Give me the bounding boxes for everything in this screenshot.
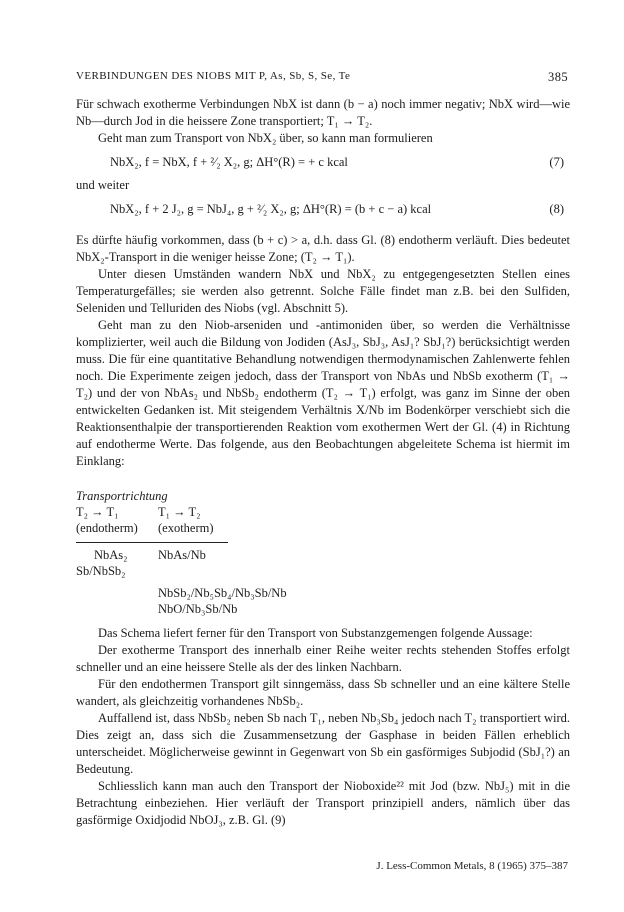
schema-row1-col1: NbAs₂ xyxy=(94,548,128,562)
paragraph-11: Schliesslich kann man auch den Transport der Nioboxide²² mit Jod (bzw. NbJ₅) mit in die Betrachtung einbeziehen. Hier verläuft der Transport prinzipiell anders, nämlich über das gasförmige Oxidjodid NbOJ₃, z.B. Gl. (9) xyxy=(76,779,570,827)
paragraph-10: Auffallend ist, dass NbSb₂ neben Sb nach T₁, neben Nb₃Sb₄ jedoch nach T₂ transportiert wird. Dies zeigt an, dass sich die Zusammensetzung der Gasphase in beiden Fällen erheblich unterscheidet. Möglicherweise gewinnt in Gegenwart von Sb ein gasförmiges Subjodid (SbJ₁?) an Bedeutung. xyxy=(76,711,570,776)
paragraph-4: Es dürfte häufig vorkommen, dass (b + c) > a, d.h. dass Gl. (8) endotherm verläuft. Dies bedeutet NbX₂-Transport in die weniger heisse Zone; (T₂ → T₁). xyxy=(76,233,570,264)
page-number: 385 xyxy=(548,70,568,84)
equation-8-number: (8) xyxy=(549,202,564,216)
running-header xyxy=(76,70,568,82)
equation-7 xyxy=(76,147,570,177)
schema-direction-row xyxy=(76,504,570,520)
schema-col2-label: (exotherm) xyxy=(158,521,214,535)
paragraph-2: Geht man zum Transport von NbX₂ über, so kann man formulieren xyxy=(98,131,433,145)
paragraph-9: Für den endothermen Transport gilt sinngemäss, dass Sb schneller und an eine kältere Stelle wandert, als gleichzeitig vorhandenes NbSb₂. xyxy=(76,677,570,708)
paragraph-1: Für schwach exotherme Verbindungen NbX ist dann (b − a) noch immer negativ; NbX wird—wie Nb—durch Jod in die heissere Zone transportiert; T₁ → T₂. xyxy=(76,97,570,128)
body-text xyxy=(76,96,570,829)
schema-rule xyxy=(76,542,228,543)
schema-row-3: NbSb₂/Nb₅Sb₄/Nb₃Sb/Nb xyxy=(158,586,287,600)
paragraph-7: Das Schema liefert ferner für den Transport von Substanzgemengen folgende Aussage: xyxy=(98,626,533,640)
equation-7-number: (7) xyxy=(549,155,564,169)
equation-8 xyxy=(76,194,570,224)
paragraph-8: Der exotherme Transport des innerhalb einer Reihe weiter rechts stehenden Stoffes erfolgt schneller und an eine heissere Stelle als der des linken Nachbarn. xyxy=(76,643,570,674)
equation-8-text: NbX₂, f + 2 J₂, g = NbJ₄, g + ²⁄₂ X₂, g; ΔH°(R) = (b + c − a) kcal xyxy=(110,202,432,216)
schema-row-1 xyxy=(76,547,570,563)
journal-name: J. Less-Common Metals, xyxy=(376,860,487,872)
paragraph-6: Geht man zu den Niob-arseniden und -antimoniden über, so werden die Verhältnisse komplizierter, weil auch die Bildung von Jodiden (AsJ₃, SbJ₃, AsJ₁? SbJ₁?) berücksichtigt werden muss. Die für eine quantitative Behandlung notwendigen thermodynamischen Zahlenwerte fehlen noch. Die Experimente zeigen jedoch, dass der Transport von NbAs und NbSb exotherm (T₁ → T₂) und der von NbAs₂ und NbSb₂ endotherm (T₂ → T₁) erfolgt, was ganz im Sinne der oben entwickelten Gedanken ist. Mit steigendem Verhältnis X/Nb im Bodenkörper verschiebt sich die Reaktionsenthalpie der transportierenden Reaktion vom exothermen Wert der Gl. (4) in Richtung auf endotherme Werte. Das folgende, aus den Beobachtungen abgeleitete Schema ist hiermit im Einklang: xyxy=(76,318,570,468)
schema-row1-col2: NbAs/Nb xyxy=(158,548,206,562)
schema-label-row xyxy=(76,520,570,536)
schema-row2-col1: Sb/NbSb₂ xyxy=(76,564,126,578)
running-title: VERBINDUNGEN DES NIOBS MIT P, As, Sb, S, Se, Te xyxy=(76,70,351,82)
schema-col2-direction: T₁ → T₂ xyxy=(158,505,201,519)
schema-col1-direction: T₂ → T₁ xyxy=(76,505,119,519)
transport-schema xyxy=(76,488,570,617)
journal-footer xyxy=(376,860,568,872)
schema-heading: Transportrichtung xyxy=(76,489,168,503)
paragraph-3: und weiter xyxy=(76,178,130,192)
equation-7-text: NbX₂, f = NbX, f + ²⁄₂ X₂, g; ΔH°(R) = + c kcal xyxy=(110,155,348,169)
schema-row-2 xyxy=(76,563,570,579)
schema-col1-label: (endotherm) xyxy=(76,521,138,535)
schema-row-4: NbO/Nb₃Sb/Nb xyxy=(158,602,238,616)
paragraph-5: Unter diesen Umständen wandern NbX und NbX₂ zu entgegengesetzten Stellen eines Temperaturgefälles; sie werden also getrennt. Solche Fälle findet man z.B. bei den Sulfiden, Seleniden und Telluriden des Niobs (vgl. Abschnitt 5). xyxy=(76,267,570,315)
journal-citation: 8 (1965) 375–387 xyxy=(489,860,568,872)
